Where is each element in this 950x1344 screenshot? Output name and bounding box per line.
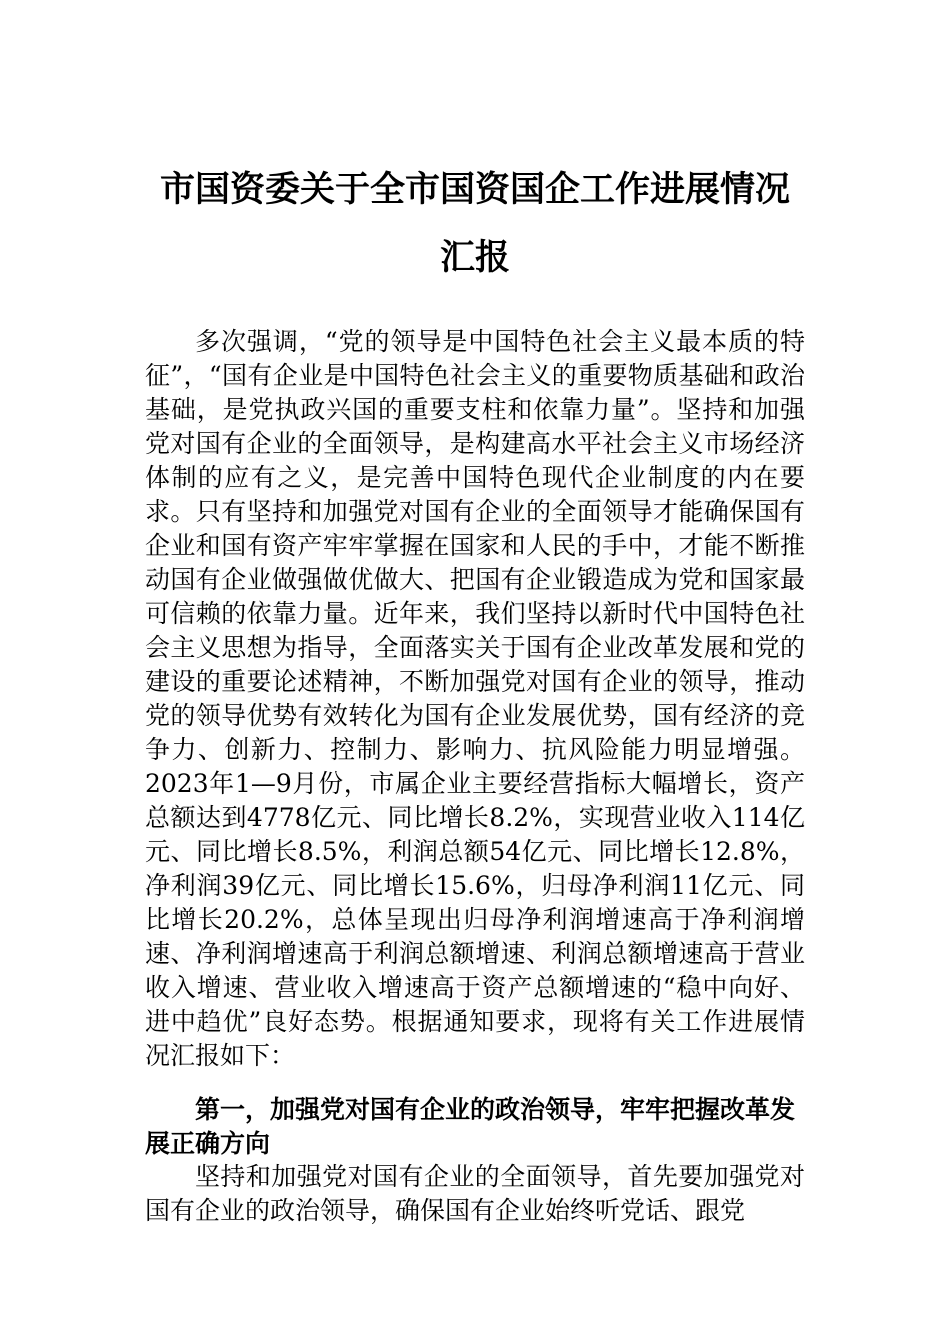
document-title-line-1: 市国资委关于全市国资国企工作进展情况 xyxy=(159,169,790,210)
body-paragraph-1: 多次强调，“党的领导是中国特色社会主义最本质的特征”，“国有企业是中国特色社会主义的重要物质基础和政治基础，是党执政兴国的重要支柱和依靠力量”。坚持和加强党对国有企业的全面领导，是构建高水平社会主义市场经济体制的应有之义，是完善中国特色现代企业制度的内在要求。只有坚持和加强党对国有企业的全面领导才能确保国有企业和国有资产牢牢掌握在国家和人民的手中，才能不断推动国有企业做强做优做大、把国有企业锻造成为党和国家最可信赖的依靠力量。近年来，我们坚持以新时代中国特色社会主义思想为指导，全面落实关于国有企业改革发展和党的建设的重要论述精神，不断加强党对国有企业的领导，推动党的领导优势有效转化为国有企业发展优势，国有经济的竞争力、创新力、控制力、影响力、抗风险能力明显增强。2023年1—9月份，市属企业主要经营指标大幅增长，资产总额达到4778亿元、同比增长8.2%，实现营业收入114亿元、同比增长8.5%，利润总额54亿元、同比增长12.8%，净利润39亿元、同比增长15.6%，归母净利润11亿元、同比增长20.2%，总体呈现出归母净利润增速高于净利润增速、净利润增速高于利润总额增速、利润总额增速高于营业收入增速、营业收入增速高于资产总额增速的“稳中向好、进中趋优”良好态势。根据通知要求，现将有关工作进展情况汇报如下： xyxy=(145,327,805,1070)
body-paragraph-2: 坚持和加强党对国有企业的全面领导，首先要加强党对国有企业的政治领导，确保国有企业始终听党话、跟党 xyxy=(145,1162,805,1225)
section-heading-1: 第一，加强党对国有企业的政治领导，牢牢把握改革发展正确方向 xyxy=(145,1095,796,1158)
document-title-line-2: 汇报 xyxy=(439,237,510,278)
